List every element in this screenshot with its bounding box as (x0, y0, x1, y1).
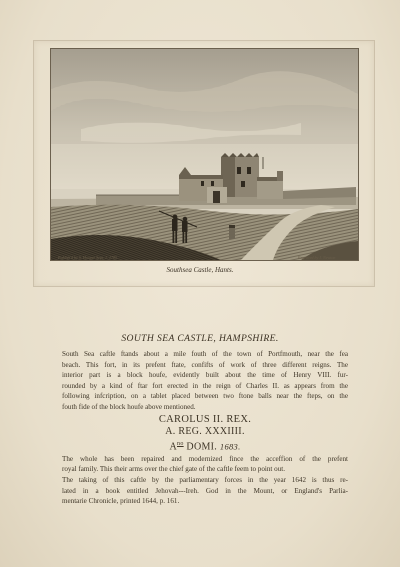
inscription-line-3 (62, 438, 348, 454)
inscription-domini: DOMI. (183, 441, 220, 453)
para1-line-4: rounded by a kind of ftar fort erected in the reign of Charles II. as appears from the (62, 381, 348, 390)
inscription-line-1: CAROLUS II. REX. (158, 413, 252, 425)
engraving-southsea-castle (50, 48, 359, 261)
para1-line-1: South Sea caftle ftands about a mile fouth of the town of Portfmouth, near the fea (62, 350, 348, 358)
plate-caption: Southsea Castle, Hants. (166, 266, 234, 274)
inscription-line-2: A. REG. XXXIIII. (165, 425, 245, 437)
para1-line-2: beach. This fort, in its prefent ftate, confifts of work of three different reigns. The (62, 360, 348, 369)
plate-imprint-publisher: Publish'd by S. Hooper Sept. 1. 1785. (58, 255, 118, 260)
inscription-anno-prefix: A (169, 441, 178, 453)
para3-line-1: The taking of this caftle by the parliamentary forces in the year 1642 is thus re- (62, 476, 348, 485)
article-heading: SOUTH SEA CASTLE, HAMPSHIRE. (121, 333, 279, 344)
para1-line-5: following infcription, on a tablet placed between two ftone balls near the fteps, on the (62, 392, 348, 401)
para3-line-3: mentarie Chronicle, printed 1644, p. 161. (62, 497, 180, 506)
article-body (62, 349, 348, 507)
para1-line-6: fouth fide of the block houfe above mentioned. (62, 402, 196, 411)
para3-line-2: lated in a book entitled Jehovah---Ireh. God in the Mount, or England's Parlia- (62, 486, 348, 495)
plate-imprint-engraver: Engraved by J. Newton (298, 255, 336, 260)
inscription-year: 1683. (219, 441, 241, 452)
para1-line-3: interior part is a block houfe, evidently built about the time of Henry VIII. fur- (62, 371, 348, 380)
para2-line-2: royal family. This their arms over the chief gate of the caftle feem to point out. (62, 465, 285, 474)
inscription-anno-abbrev: no (177, 441, 184, 448)
para2-line-1: The whole has been repaired and modernized fince the acceffion of the prefent (62, 454, 348, 463)
